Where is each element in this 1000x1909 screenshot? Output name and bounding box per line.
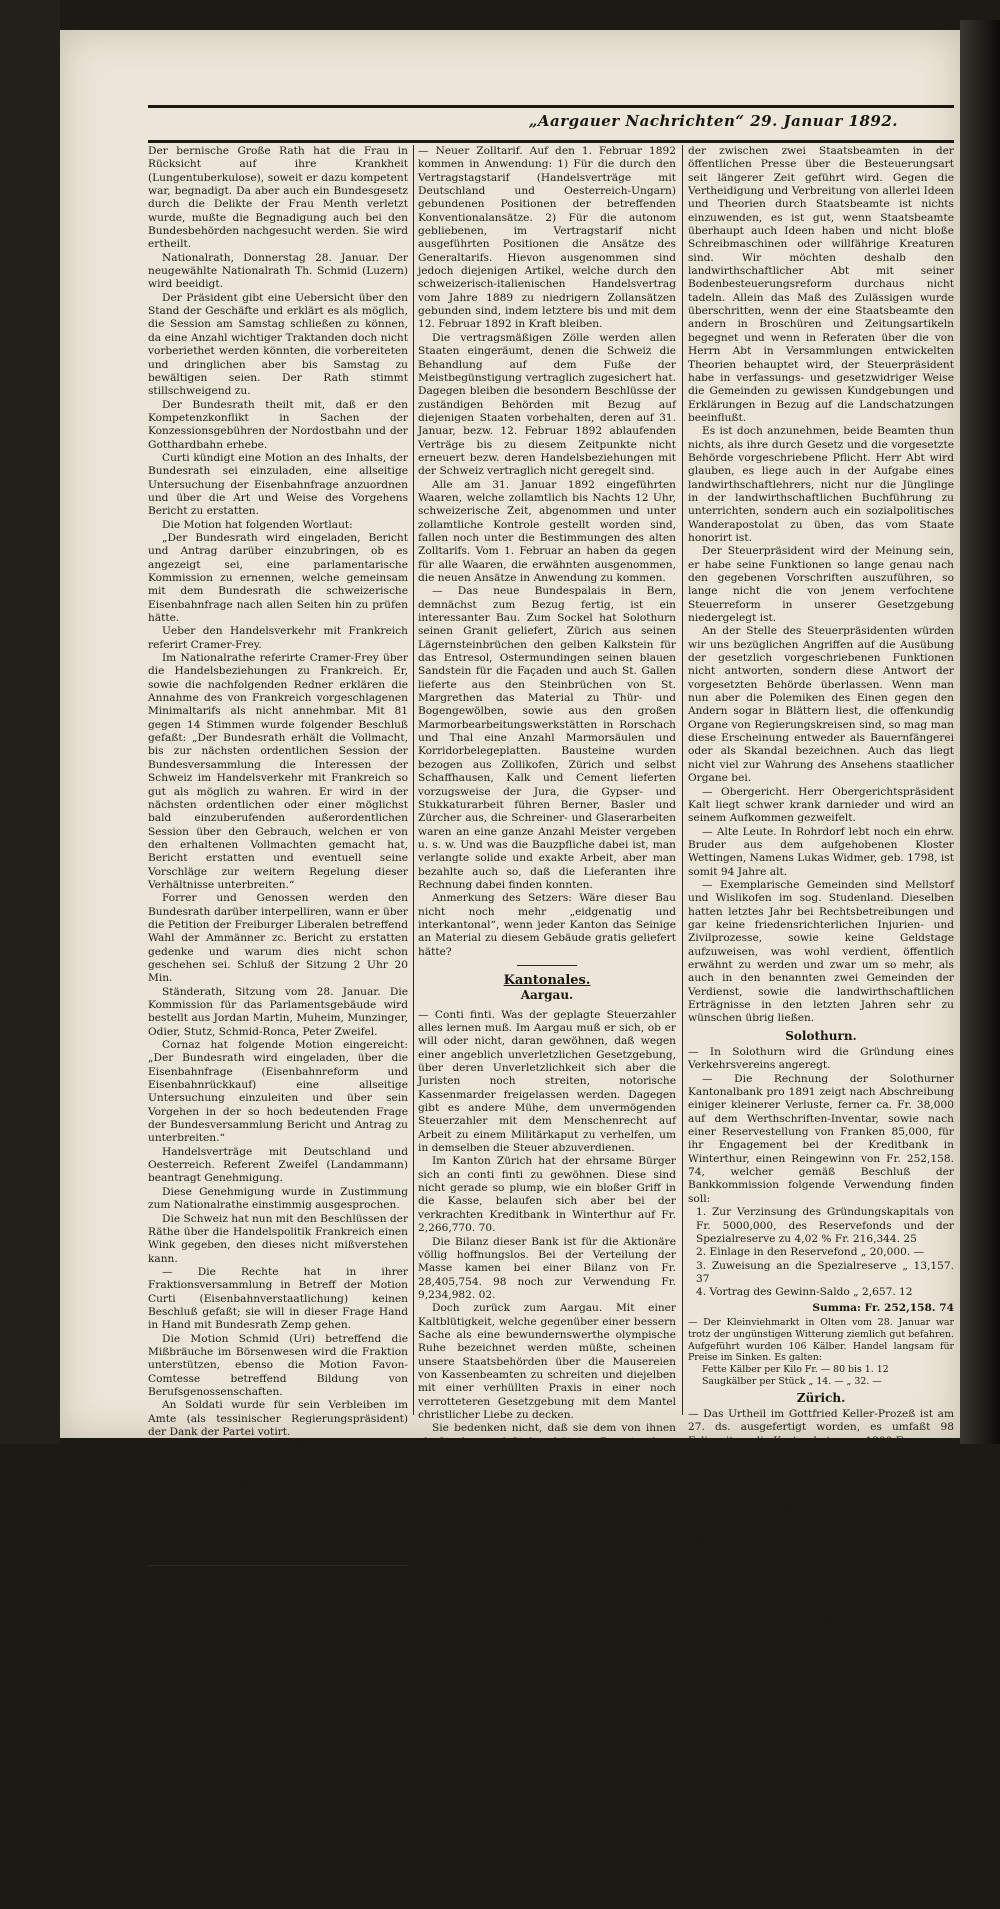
section-heading-solothurn: Solothurn. — [785, 1028, 857, 1043]
scan-border-left — [0, 0, 60, 1444]
paragraph: Conti finti! Ebenso Aufsehen macht der Streit, — [418, 1809, 676, 1835]
paragraph: — Das Urtheil im Gottfried Keller-Prozeß ist am 27. ds. ausgefertigt worden, es umfaßt 98 Folioseiten, die Kosten betragen 1300 Fr. — [688, 1408, 954, 1447]
paragraph: der zwischen zwei Staatsbeamten in der öffentlichen Presse über die Besteuerungsart seit längerer Zeit geführt wird. Gegen die Vertheidigung und Verbreitung von allerlei Ideen und Theorien durch Staatsbeamte ist nichts einzuwenden, es ist gut, wenn Staatsbeamte überhaupt auch Ideen haben und nicht bloße Schreibmaschinen oder willfährige Kreaturen sind. Wir möchten deshalb den landwirthschaftlicher Abt mit seiner Bodenbesteuerungsreform durchaus nicht tadeln. Allein das Maß des Zulässigen wurde überschritten, wenn der eine Staatsbeamte den andern in Broschüren und Zeitungsartikeln begegnet und wenn in Referaten über die von Herrn Abt in Versammlungen entwickelten Theorien behauptet wird, der Steuerpräsident habe in verfassungs- und gesetzwidriger Weise die Gemeinden zu gewissen Kundgebungen und Erklärungen in Bezug auf die Landschatzungen beeinflußt. — [688, 145, 954, 424]
paragraph: Die Bilanz dieser Bank ist für die Aktionäre völlig hoffnungslos. Bei der Verteilung der Masse kamen bei einer Bilanz von Fr. 28,405,754. 98 noch zur Verwendung Fr. 9,234,982. 02. — [418, 1235, 676, 1301]
cattle-market-report — [688, 1317, 954, 1388]
section-heading-basel: Baselstadt. — [783, 1504, 859, 1519]
paragraph: Cornaz hat folgende Motion eingereicht: „Der Bundesrath wird eingeladen, über die Eisenbahnfrage (Eisenbahnreform und Eisenbahnrückkauf) eine allseitige Untersuchung einzuleiten und über sein Vorgehen in der so hoch bedeutenden Frage der Bundesversammlung Bericht und Antrag zu unterbreiten.“ — [148, 1039, 408, 1145]
paragraph: Die Motion hat folgenden Wortlaut: — [162, 518, 353, 531]
bank-sum: Summa: Fr. 252,158. 74 — [812, 1301, 954, 1314]
article-zolltarif-bundespalais — [418, 145, 676, 959]
paragraph: — Die Redaktion der „Basler Nachr.“ hat die 1885 bewohnten Räumlichkeiten am Gerbergäßlein verlassen, wo sie den zweiten Stock einnimmt. Zur Verbindung der Redaktion, des Verlegers und des Faktors mit der Druckerei ist auf die Länge von 15 Meter eine Rohrpost eingerichtet, die auf pneumatischem Wege Korrespondenzen, Manuskripte und Korrekturen im Zeitraum von 3 Sekunden vom Vorderhaus in's Hinterhaus befördert. Die Rohrpost, mit der im Oberhofital die einzige in der Stadt, von Herrn Mechaniker Fr. Klingelfuß verfertigt, funktionire ausgezeichnet. — [688, 1521, 954, 1694]
paragraph: — Bundesstadt. Die Linke hielt am 28. d. eine Gruppenversammlung ab. Es wurde eine Motion angenommen, die dahin geht, vom Bundesrath Auskunft darüber zu verlangen, was er in Sachen der Eisenbahnverstaatlichung vorzukehren gedenke. — [148, 1439, 408, 1519]
paragraph: Der Bundesrath theilt mit, daß er den Kompetenzkonflikt in Sachen der Konzessionsgebühren der Nordostbahn und der Gotthardbahn erhebe. — [148, 398, 408, 451]
paragraph: Anmerkung des Setzers: Wäre dieser Bau nicht noch mehr „eidgenatig und interkantonal“, wenn jeder Kanton das Seinige an Material zu diesem Gebäude gratis geliefert hätte? — [418, 892, 676, 958]
page-header — [148, 105, 954, 143]
column-left — [148, 145, 409, 1909]
paragraph: Im Nationalrathe referirte Cramer-Frey über die Handelsbeziehungen zu Frankreich. Er, sowie die nachfolgenden Redner erklären die Annahme des von Frankreich vorgeschlagenen Minimaltarifs als nicht annehmbar. Mit 81 gegen 14 Stimmen wurde folgender Beschluß gefaßt: „Der Bundesrath erhält die Vollmacht, bis zur nächsten ordentlichen Session der Bundesversammlung die Interessen der Schweiz im Handelsverkehr mit Frankreich so gut als möglich zu wahren. Er wird in der nächsten ordentlichen oder einer möglichst bald einzuberufenden außerordentlichen Session über den Gebrauch, welchen er von den erhaltenen Vollmachten gemacht hat, Bericht erstatten und eventuell seine Vorschläge zur weitern Regelung dieser Verhältnisse unterbreiten.“ — [148, 652, 408, 891]
paragraph: Die Motion Schmid (Uri) betreffend die Mißbräuche im Börsenwesen wird die Fraktion unterstützen, ebenso die Motion Favon-Comtesse betreffend Bildung von Berufsgenossenschaften. — [148, 1332, 408, 1398]
paragraph: — Die Rechte hat in ihrer Fraktionsversammlung in Betreff der Motion Curti (Eisenbahnverstaatlichung) keinen Beschluß gefaßt; sie will in dieser Frage Hand in Hand mit Bundesrath Zemp gehen. — [148, 1265, 408, 1332]
paragraph: — Deutsche Arbeiter aus Lindau, an der Rhone- — [688, 1715, 946, 1728]
scan-border-right — [960, 20, 1000, 1444]
paragraph: — Obergericht. Herr Obergerichtspräsident Kalt liegt schwer krank darnieder und wird an seinem Aufkommen gezweifelt. — [688, 785, 954, 825]
paragraph: Alle am 31. Januar 1892 eingeführten Waaren, welche zollamtlich bis Nachts 12 Uhr, schweizerische Zeit, abgenommen und unter zollamtliche Kontrole gestellt worden sind, fallen noch unter die Bestimmungen des alten Zolltarifs. Vom 1. Februar an haben da gegen für alle Waaren, die erwähnten ausgenommen, die neuen Ansätze in Anwendung zu kommen. — [418, 478, 676, 584]
section-heading-wallis: Wallis. — [798, 1698, 844, 1713]
paragraph: In diesem Punkte weiß sich am Ende jeder Bürger ohne einen Verpflegungssport zu kultiviren, gegenüber fahrenden Strolchen selbst zu helfen, indem er ihnen die Thüre weist, oder sie zur Arbeit selbst anhält. — [418, 1569, 676, 1635]
paragraph: Curti kündigt eine Motion an des Inhalts, der Bundesrath sei einzuladen, eine allseitige Untersuchung der Eisenbahnfrage anzuordnen und über die Art und Weise des Vorgehens Bericht zu erstatten. — [148, 451, 408, 518]
list-item: 3. Zuweisung an die Spezialreserve „ 13,157. 37 — [696, 1259, 954, 1285]
section-heading-zuerich: Zürich. — [796, 1390, 846, 1405]
paragraph: Sie bedenken nicht, daß sie dem von ihnen als Stecken und Stab gehüteten Beamtenthum hiemit einen so schlechten Dienst erweisen, wie ihn der ärgste Gegner der Beamten nicht üben könnte. Sie bedenken nicht, daß unter den heurigen Verhältnissen, wo es im Volk draußen über diese Geschichten grollt und wie das Volk hier raschere Abhülfe will, als in einer an sich ja zweckmäßigen, aber lange nicht so bringlichen Frage, wie eine solche z. B. die Reglementirung der Naturalverpflegung ist. — [418, 1422, 676, 1568]
paragraph: Im Kanton Zürich hat der ehrsame Bürger sich an conti finti zu gewöhnen. Diese sind nicht gerade so plump, wie ein bloßer Griff in die Kasse, belaufen sich aber bei der verkrachten Kreditbank in Winterthur auf Fr. 2,266,770. 70. — [418, 1155, 676, 1235]
paragraph: Forrer und Genossen werden den Bundesrath darüber interpelliren, wann er über die Petition der Freiburger Liberalen betreffend Wahl der Ammänner zc. Bericht zu erstatten gedenke und warum dies nicht schon geschehen sei. Schluß der Sitzung 2 Uhr 20 Min. — [148, 892, 408, 985]
article-wallis — [688, 1716, 954, 1729]
paragraph: Ueber den Handelsverkehr mit Frankreich referirt Cramer-Frey. — [148, 625, 408, 651]
paragraph: Doch zurück zum Aargau. Mit einer Kaltblütigkeit, welche gegenüber einer bessern Sache als eine bewundernswerthe olympische Ruhe bezeichnet werden müßte, scheinen unsere Staatsbehörden über die Mausereien von Kassenbeamten zu schreiten und diejelben mit einer verhüllten Praxis in einer noch verrotteteren Gesetzgebung mit dem Mantel christlicher Liebe zu decken. — [418, 1302, 676, 1421]
paragraph: Conti finti! Es ließen uns schreiben vor, nach welchen bei den letzten Steuerzahlungen mancher Steuerzahler seiner Entrüstung in den Worten Luft machte: „Welcher Beamte wird meine Quote mausen?“ — [418, 1635, 676, 1702]
section-heading-aargau: Aargau. — [520, 988, 574, 1003]
paragraph: An der Stelle des Steuerpräsidenten würden wir uns bezüglichen Angriffen auf die Ausübung der gesetzlich vorgeschriebenen Funktionen nicht antworten, sondern diese Antwort der vorgesetzten Behörde überlassen. Wenn man nun aber die Polemiken des Einen gegen den Andern sogar in Blättern liest, die offenkundig Organe von Regierungskreisen sind, so mag man diese Erscheinung entweder als Bauernfängerei oder als Skandal bezeichnen. Auch das liegt nicht viel zur Wahrung des Ansehens staatlicher Organe bei. — [688, 625, 954, 785]
paragraph: „Der Bundesrath wird eingeladen, Bericht und Antrag darüber einzubringen, ob es angezeigt sei, eine parlamentarische Kommission zu ernennen, welche gemeinsam mit dem Bundesrath die schweizerische Eisenbahnfrage nach allen Seiten hin zu prüfen hätte. — [148, 531, 408, 625]
article-swiss-parliament — [148, 145, 408, 1559]
list-item: 1. Zur Verzinsung des Gründungskapitals von Fr. 5000,000, des Reservefonds und der Spezialreserve zu 4,02 % Fr. 216,344. 25 — [696, 1206, 954, 1245]
article-solothurn — [688, 1046, 954, 1206]
feuilleton-paragraph: Marie saß, in ihren Divan zurückgelehnt, unbeweglich da. Ihr Auge hing mit dem Ausdruck eines starren Schreckens auf den Lippen ihres Vaters, der im Eifer seiner Rede gar nicht bemerkte, welchen mächtigen Eindruck dieselbe auf seine Zuhörerin äußerte. Er war ganz von der Empfindung seines Abscheus erfüllt. — [148, 1627, 408, 1710]
list-item: 2. Einlage in den Reservefond „ 20,000. — — [696, 1246, 925, 1259]
paragraph: — Exemplarische Gemeinden sind Mellstorf und Wislikofen im sog. Studenland. Dieselben hatten letztes Jahr bei Rechtsbetreibungen und gar keine friedensrichterlichen Injurien- und Zivilprozesse, sowie keine Geldstage aufzuweisen, was wohl verdient, öffentlich erwähnt zu werden und zwar um so mehr, als auch in den benannten zwei Gemeinden der Verdienst, sowie die landwirthschaftlichen Erträgnisse in den letzten Jahren sehr zu wünschen übrig ließen. — [688, 878, 954, 1025]
paragraph: — Alte Leute. In Rohrdorf lebt noch ein ehrw. Bruder aus dem aufgehobenen Kloster Wettingen, Namens Lukas Widmer, geb. 1798, ist somit 94 Jahre alt. — [688, 825, 954, 878]
paragraph: — Der Bankrath hat das Gesuch des Bauernbundes, die Kantonalbank solle den Zinsfuß für Hypothekar-Darlehen von 4 auf 3½ % herabsetzen, abgewiesen. — [688, 1448, 954, 1501]
paragraph: Die vertragsmäßigen Zölle werden allen Staaten eingeräumt, denen die Schweiz die Behandlung auf dem Fuße der Meistbegünstigung vertraglich zugesichert hat. Dagegen bleiben die besondern Beschlüsse der zuständigen Behörden mit Bezug auf diejenigen Staaten vorbehalten, deren auf 31. Januar, bezw. 12. Februar 1892 ablaufenden Verträge bis zu diesem Zeitpunkte nicht erneuert bezw. deren Handelsbeziehungen mit der Schweiz vertraglich nicht geregelt sind. — [418, 331, 676, 478]
list-item: 4. Vortrag des Gewinn-Saldo „ 2,657. 12 — [696, 1286, 913, 1299]
feuilleton-paragraph: früheren Realisirung seines Rachplanes — und die Ausführung war der Zweck seiner Rückkehr, die er nicht um einen Tag verschieben wollte. Man hat constatirt, daß er erst Morgens das Zuchthaus verließ. — [148, 1569, 408, 1628]
bank-allocation-list — [688, 1206, 954, 1299]
column-right — [688, 145, 954, 1728]
paragraph: Nationalrath, Donnerstag 28. Januar. Der neugewählte Nationalrath Th. Schmid (Luzern) wird beeidigt. — [148, 251, 408, 291]
market-line: Saugkälber per Stück „ 14. — „ 32. — — [702, 1375, 882, 1387]
paragraph: Der Steuerpräsident wird der Meinung sein, er habe seine Funktionen so lange genau nach den gegebenen Vorschriften auszuführen, so lange nicht die von jenem verfochtene Steuerreform in unserer Gesetzgebung niedergelegt ist. — [688, 545, 954, 625]
paragraph: — Conti finti. Was der geplagte Steuerzahler alles lernen muß. Im Aargau muß er sich, ob er will oder nicht, daran gewöhnen, daß wegen einer angeblich unverletzlichen Gesetzgebung, über deren Unverletzlichkeit sich aber die Juristen noch streiten, notorische Kassenmarder freigelassen werden. Dagegen gibt es andere Mühe, dem unvermögenden Steuerzahler mit dem Menschenrecht auf Arbeit zu einem Militärkaput zu verhelfen, um in demselben die Steuer abzuverdienen. — [418, 1008, 676, 1155]
paragraph: — In Solothurn wird die Gründung eines Verkehrsvereins angeregt. — [688, 1046, 954, 1072]
paragraph: Ständerath, Sitzung vom 28. Januar. Die Kommission für das Parlamentsgebäude wird bestellt aus Jordan Martin, Muheim, Munzinger, Odier, Stutz, Schmid-Ronca, Peter Zweifel. — [148, 985, 408, 1038]
section-divider — [517, 965, 577, 966]
page-header-title: „Aargauer Nachrichten“ 29. Januar 1892. — [528, 112, 898, 130]
paragraph: — Das neue Bundespalais in Bern, demnächst zum Bezug fertig, ist ein interessanter Bau. Zum Sockel hat Solothurn seinen Granit geliefert, Zürich aus seinen Lägernsteinbrüchen den gelben Kalkstein für das Entresol, Ostermundingen seinen blauen Sandstein für die Façaden und auch St. Gallen lieferte aus den Steinbrüchen von St. Margrethen das Material zu Thür- und Bogengewölben, sowie aus den großen Marmorbearbeitungswerkstätten in Rorschach und Thal eine Anzahl Marmorsäulen und Korridorbelegeplatten. Bausteine wurden bezogen aus Zollikofen, Zürich und selbst Schaffhausen, Kalk und Cement lieferten vorzugsweise der Jura, die Gypser- und Stukkaturarbeit führen Berner, Basler und Zürcher aus, die Schreiner- und Glaserarbeiten waren an eine ganze Anzahl Meister vergeben u. s. w. Und was die Bauzpfliche dabei ist, man verlangte solide und exakte Arbeit, aber man bezahlte auch so, daß die Lieferanten ihre Rechnung dabei finden konnten. — [418, 585, 676, 891]
paragraph: Diese Genehmigung wurde in Zustimmung zum Nationalrathe einstimmig ausgesprochen. — [148, 1185, 408, 1212]
paragraph: Wie sind auf einem gefährlichen Punkt angelangt, auf dem Punkte, wo das Ansehen der staatlichen Organe zu schwinden droht. Unser Große Rath hat schon manchen Tag mit nichtigern Dingen zugebracht, als z. B. eine Beschäftigung mit den oben berührten Angelegenheiten wäre. Es ist seine Pflicht, hierin rasch und entschieden etwas zu thun. — [418, 1702, 676, 1808]
section-heading-kantonales: Kantonales. — [503, 972, 591, 988]
paragraph: An Soldati wurde für sein Verbleiben im Amte (als tessinischer Regierungspräsident) der Dank der Partei votirt. — [148, 1399, 408, 1438]
paragraph: Die Schweiz hat nun mit den Beschlüssen der Räthe über die Handelspolitik Frankreich einen Wink gegeben, den dieses nicht mißverstehen kann. — [148, 1212, 409, 1265]
feuilleton-paragraph: Marie sprang rasch von ihrem Sitze auf. Sie wußte genau, was sie für eine Antwort auf diese so unerwartete Frage in der Erbitterung ihres Vaters geben würde, die er täuschte doch so gräßlich, als wollte ihr Leben an der Entscheidung der Antwort hängen. Herr Sendler erschrack über den unheimlichen Ausdruck ihres Gesichtes und ängstlich sah er sie an. — [148, 1815, 408, 1909]
article-conti-finti — [418, 1009, 676, 1836]
column-rule — [682, 145, 683, 1415]
paragraph: Handelsverträge mit Deutschland und Oesterreich. Referent Zweifel (Landammann) beantragt Genehmigung. — [148, 1145, 408, 1185]
column-middle — [418, 145, 676, 1835]
feuilleton-paragraph: „Ja, man muß die bittersten Erfahrungen im Leben machen, um seine unglückseligen Täuschungen, Erfahrungen, die einem Graukopfe, wie mir, neu sind und deshalb doppelt schmerzlich und verbitternd wirken! — Weißt Du, wer heute Morgen die Ursache jenes Brandes war, der den armen Mann von den entsetzlichsten Folgen hätte begleitet sein können? — Weißt Du, wer dieses Feuer in boshaftester Absicht, nach einem wohlüberdachten Rachplane, gelegt hat?“ — [148, 1709, 408, 1815]
article-aargau-news — [688, 145, 954, 1026]
paragraph: Die Einsetzung eines parlamentarischen Eisenbahnausschusses, wie Curti ihn vorgeschlagen hatte, wurde abgelehnt. — [148, 1519, 408, 1559]
paragraph: Der bernische Große Rath hat die Frau in Rücksicht auf ihre Krankheit (Lungentuberkulose), soweit er dazu kompetent war, begnadigt. Da aber auch ein Bundesgesetz durch die Delikte der Frau Menth verletzt wurde, mußte die Begnadigung auch bei den Bundesbehörden nachgesucht werden. Sie wird ertheilt. — [148, 145, 408, 251]
market-line: Fette Kälber per Kilo Fr. — 80 bis 1. 12 — [702, 1364, 889, 1376]
paragraph: Es ist doch anzunehmen, beide Beamten thun nichts, als ihre durch Gesetz und die vorgesetzte Behörde vorgeschriebene Pflicht. Herr Abt wird glauben, es liege auch in der Aufgabe eines landwirthschaftlehrers, nicht nur die Jünglinge in der landwirthschaftlichen Buchführung zu unterrichten, sondern auch ein sozialpolitisches Wanderapostolat zu üben, das vom Staate honorirt ist. — [688, 425, 954, 544]
paragraph: — Die Rechnung der Solothurner Kantonalbank pro 1891 zeigt nach Abschreibung einiger kleinerer Verluste, ferner ca. Fr. 38,000 auf dem Werthschriften-Inventar, sowie nach einer Reservestellung von Franken 85,000, für ihr Engagement bei der Kreditbank in Winterthur, einen Reingewinn von Fr. 252,158. 74, welcher gemäß Beschluß der Bankkommission folgende Verwendung finden soll: — [688, 1072, 954, 1205]
column-rule — [413, 145, 414, 1415]
market-line: — Der Kleinviehmarkt in Olten vom 28. Januar war trotz der ungünstigen Witterung ziemlich gut befahren. Aufgeführt wurden 106 Kälber. Handel langsam für Preise im Sinken. Es galten: — [688, 1316, 954, 1364]
feuilleton-serial — [148, 1565, 408, 1908]
article-zuerich — [688, 1408, 954, 1501]
paragraph: Der Präsident gibt eine Uebersicht über den Stand der Geschäfte und erklärt es als möglich, die Session am Samstag schließen zu können, da eine Anzahl wichtiger Traktanden doch nicht vorberiethet werden könnten, die vorbereiteten und dringlichen aber bis Samstag zu bewältigen seien. Der Rath stimmt stillschweigend zu. — [148, 291, 408, 398]
paragraph: — Neuer Zolltarif. Auf den 1. Februar 1892 kommen in Anwendung: 1) Für die durch den Vertragstagstarif (Handelsverträge mit Deutschland und Oesterreich-Ungarn) gebundenen Positionen der betreffenden Konventionalansätze. 2) Für die autonom gebliebenen, im Vertragstarif nicht ausgeführten Positionen die Ansätze des Generaltarifs. Hievon ausgenommen sind jedoch diejenigen Artikel, welche durch den schweizerisch-italienischen Handelsvertrag vom Jahre 1889 zu niedrigern Zollansätzen gebunden sind, indem letztere bis und mit dem 12. Februar 1892 in Kraft bleiben. — [418, 145, 676, 331]
article-basel — [688, 1522, 954, 1695]
